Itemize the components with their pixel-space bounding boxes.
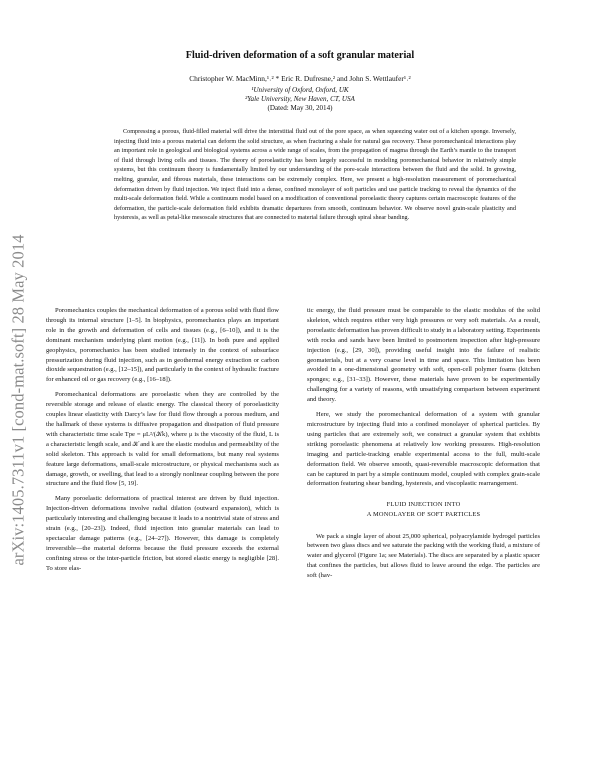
left-column [46,306,279,579]
author-list: Christopher W. MacMinn,¹˒² * Eric R. Dufresne,² and John S. Wettlaufer¹˒² [189,74,411,83]
paragraph-fluid-injection: Many poroelastic deformations of practical interest are driven by fluid injection. Injection-driven deformations involve radial dilation (outward expansion), which is particularly interesting and challenging because it leads to a nontrivial state of stress and strain (e.g., [20–23]). Indeed, fluid injection into granular materials can lead to spectacular damage patterns (e.g., [24–27]). However, this damage is completely irreversible—the material deforms because the fluid pressure exceeds the external confining stress or the inter-particle friction, but stored elastic energy is negligible [28]. To store elas- [46,495,279,572]
paragraph-continued: tic energy, the fluid pressure must be comparable to the elastic modulus of the solid skeleton, which requires either very high pressures or very soft materials. As a result, poroelastic deformation has proven difficult to study in a laboratory setting. Experiments with rocks and sands have been limited to postmortem inspection after high-pressure injection (e.g., [29, 30]), providing useful insight into the failure of realistic geomaterials, but at a very coarse level in time and space. This limitation has been avoided in a one-dimensional geometry with soft, open-cell polymer foams (kitchen sponges; e.g., [31–33]). However, these materials have proven to be experimentally challenging for a variety of reasons, with unsatisfying comparison between experiment and theory. [307,307,540,404]
affiliation-yale: ²Yale University, New Haven, CT, USA [245,95,355,103]
section-heading-line-1: FLUID INJECTION INTO [386,501,461,509]
paragraph-study-overview: Here, we study the poromechanical deformation of a system with granular microstructure by injecting fluid into a confined monolayer of spherical particles. By using particles that are extremely soft, we construct a granular system that exhibits striking poroelastic phenomena at relatively low working pressures. High-resolution imaging and particle-tracking enable experimental access to the full, multi-scale deformation field. We observe smooth, quasi-reversible macroscopic deformation that can be captured in part by a simple continuum model, coupled with complex grain-scale deformation featuring shear banding, hysteresis, and viscoplastic rearrangement. [307,411,540,488]
paragraph-poromechanics-intro: Poromechanics couples the mechanical deformation of a porous solid with fluid flow through its internal structure [1–5]. In biophysics, poromechanics plays an important role in the growth and deformation of cells and tissues (e.g., [6–10]), and it is the dominant mechanism underlying plant motion (e.g., [11]). In both pure and applied geophysics, poromechanics has been studied intensely in the context of subsurface pressurization during fluid injection, such as in geothermal energy extraction or carbon dioxide sequestration (e.g., [12–15]), and particularly in the context of hydraulic fracture for enhanced oil or gas recovery (e.g., [16–18]). [46,307,279,384]
paragraph-poroelastic-theory: Poromechanical deformations are poroelastic when they are controlled by the reversible storage and release of elastic energy. The classical theory of poroelasticity couples linear elasticity with Darcy’s law for fluid flow through a porous medium, and the hallmark of these systems is diffusive propagation and dissipation of fluid pressure with characteristic time scale Tpe = μL²/(𝒦k), where μ is the viscosity of the fluid, L is a characteristic length scale, and 𝒦 and k are the elastic modulus and permeability of the solid skeleton. This approach is valid for small deformations, but many real systems feature large deformations, small-scale microstructure, or physical mechanisms such as damage, growth, or swelling, that lead to a strongly nonlinear coupling between the pore structure and the fluid flow [5, 19]. [46,391,279,488]
paragraph-methods: We pack a single layer of about 25,000 spherical, polyacrylamide hydrogel particles between two glass discs and we saturate the packing with the working fluid, a mixture of water and glycerol (Figure 1a; see Materials). The discs are separated by a plastic spacer that confines the particles, but allows fluid to leave around the edge. The particles are soft (hav- [307,532,540,580]
section-heading-line-2: A MONOLAYER OF SOFT PARTICLES [366,510,481,518]
paper-title: Fluid-driven deformation of a soft granular material [185,50,415,61]
affiliation-oxford: ¹University of Oxford, Oxford, UK [251,86,349,94]
arxiv-identifier-stamp [8,215,30,585]
section-heading [307,500,540,519]
date-line: (Dated: May 30, 2014) [267,104,333,112]
right-column [307,306,540,586]
abstract: Compressing a porous, fluid-filled material will drive the interstitial fluid out of the pore space, as when squeezing water out of a kitchen sponge. Inversely, injecting fluid into a porous material can deform the solid structure, as when fracturing a shale for natural gas recovery. These poromechanical interactions play an important role in geological and biological systems across a wide range of scales, from the propagation of magma through the Earth’s mantle to the transport of fluid through living cells and tissues. The theory of poroelasticity has been largely successful in modeling poromechanical behavior in relatively simple systems, but this continuum theory is fundamentally limited by our understanding of the pore-scale interactions between the fluid and the solid. In growing, melting, granular, and fibrous materials, these interactions can be extremely complex. Here, we present a high-resolution measurement of poromechanical deformation driven by fluid injection. We inject fluid into a dense, confined monolayer of soft particles and use particle tracking to reveal the dynamics of the multi-scale deformation field. While a continuum model based on a modification of conventional poroelastic theory captures certain macroscopic features of the deformation, the particle-scale deformation field exhibits dramatic departures from smooth, continuum behavior. We observe novel grain-scale plasticity and hysteresis, as well as petal-like mesoscale structures that are connected to material failure through spiral shear banding. [114,128,516,222]
arxiv-identifier: arXiv:1405.7311v1 [cond-mat.soft] 28 May 2014 [9,234,28,566]
